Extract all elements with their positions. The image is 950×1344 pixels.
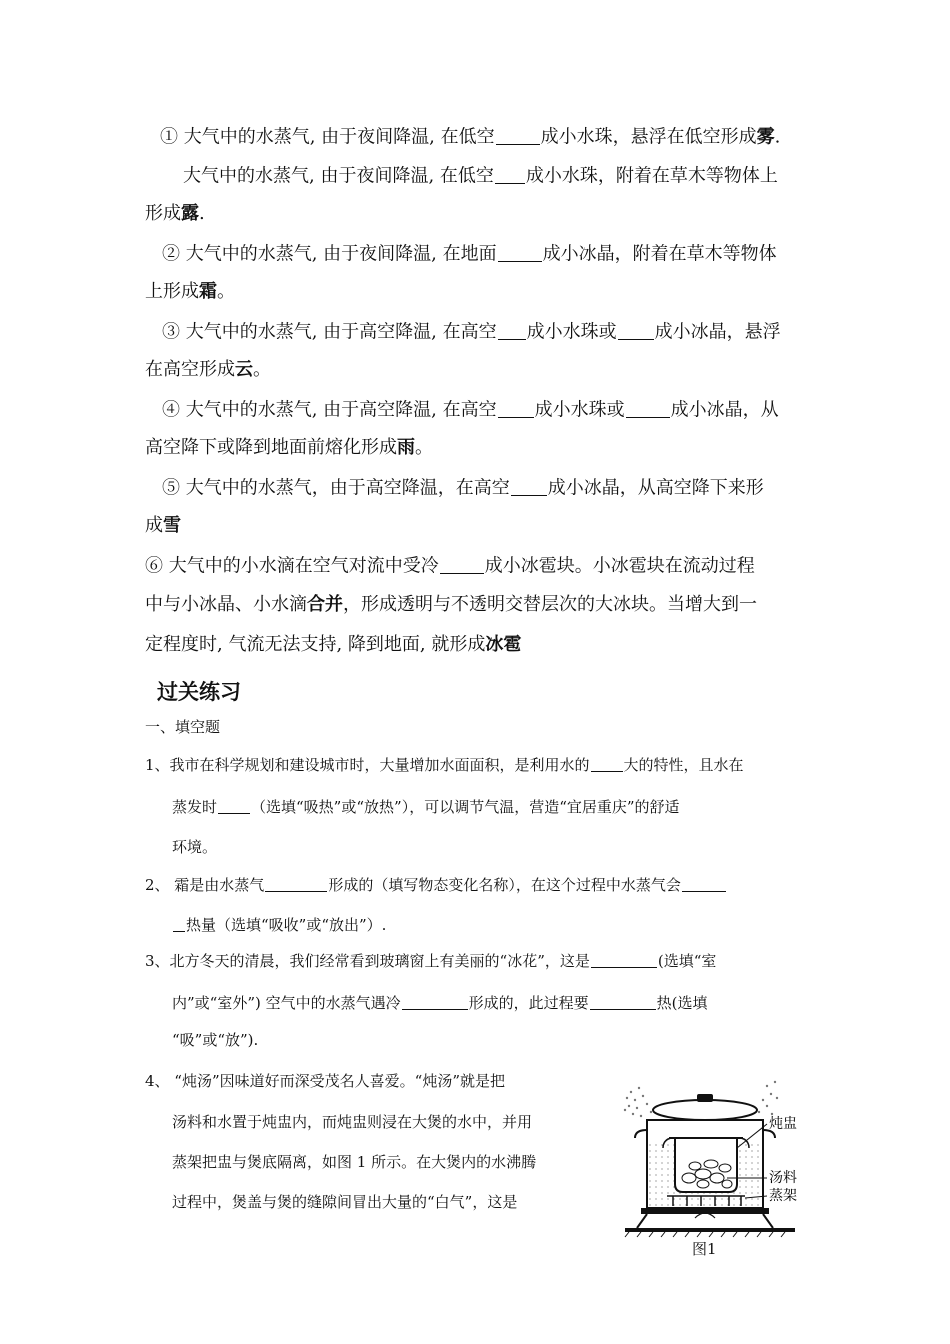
label-ingredients: 汤料 bbox=[769, 1170, 797, 1186]
label-steamer-rack: 蒸架 bbox=[769, 1188, 797, 1204]
line-12: ⑥ 大气中的小水滴在空气对流中受冷 成小冰雹块。小冰雹块在流动过程 bbox=[145, 555, 755, 577]
line-10: ⑤ 大气中的水蒸气，由于高空降温，在高空 成小冰晶，从高空降下来形 bbox=[162, 477, 764, 499]
line-1: ① 大气中的水蒸气, 由于夜间降温, 在低空 成小水珠，悬浮在低空形成雾. bbox=[160, 126, 781, 148]
line-3: 形成露. bbox=[145, 203, 205, 224]
steam-right bbox=[758, 1081, 778, 1115]
line-13: 中与小冰晶、小水滴合并，形成透明与不透明交替层次的大冰块。当增大到一 bbox=[145, 594, 757, 615]
label-stew-pot: 炖盅 bbox=[769, 1116, 797, 1132]
question-1-line-3: 环境。 bbox=[172, 838, 218, 856]
line-2: 大气中的水蒸气, 由于夜间降温, 在低空 成小水珠，附着在草木等物体上 bbox=[183, 165, 778, 187]
line-5: 上形成霜。 bbox=[145, 281, 235, 302]
line-4: ② 大气中的水蒸气, 由于夜间降温, 在地面 成小冰晶，附着在草木等物体 bbox=[162, 243, 777, 265]
stew-pot-figure bbox=[617, 1058, 832, 1238]
question-4-line-2: 汤料和水置于炖盅内，而炖盅则浸在大煲的水中，并用 bbox=[172, 1113, 533, 1131]
line-7: 在高空形成云。 bbox=[145, 359, 271, 380]
question-3-line-1: 3、北方冬天的清晨，我们经常看到玻璃窗上有美丽的“冰花”，这是 (选填“室 bbox=[145, 952, 717, 970]
question-2-line-1: 2、 霜是由水蒸气 形成的（填写物态变化名称），在这个过程中水蒸气会 bbox=[145, 876, 815, 894]
question-1-line-2: 蒸发时 （选填“吸热”或“放热”），可以调节气温，营造“宜居重庆”的舒适 bbox=[172, 798, 680, 816]
question-4-line-3: 蒸架把盅与煲底隔离，如图 1 所示。在大煲内的水沸腾 bbox=[172, 1153, 537, 1171]
steam-left bbox=[624, 1087, 652, 1117]
line-6: ③ 大气中的水蒸气, 由于高空降温, 在高空 成小水珠或 成小冰晶，悬浮 bbox=[162, 321, 781, 343]
question-1-line-1: 1、我市在科学规划和建设城市时，大量增加水面面积，是利用水的 大的特性，且水在 bbox=[145, 756, 744, 774]
line-9: 高空降下或降到地面前熔化形成雨。 bbox=[145, 437, 433, 458]
question-3-line-3: “吸”或“放”). bbox=[172, 1031, 259, 1049]
figure-caption: 图1 bbox=[692, 1240, 717, 1258]
question-3-line-2: 内”或“室外”) 空气中的水蒸气遇冷 形成的，此过程要 热(选填 bbox=[172, 994, 708, 1012]
section-label: 一、填空题 bbox=[145, 718, 221, 736]
question-2-line-2: 热量（选填“吸收”或“放出”）. bbox=[172, 916, 842, 934]
line-14: 定程度时, 气流无法支持, 降到地面, 就形成冰雹 bbox=[145, 634, 522, 655]
question-4-line-4: 过程中，煲盖与煲的缝隙间冒出大量的“白气”，这是 bbox=[172, 1193, 518, 1211]
section-heading: 过关练习 bbox=[157, 680, 241, 704]
question-4-line-1: 4、 “炖汤”因味道好而深受茂名人喜爱。“炖汤”就是把 bbox=[145, 1072, 505, 1090]
line-8: ④ 大气中的水蒸气, 由于高空降温, 在高空 成小水珠或 成小冰晶，从 bbox=[162, 399, 779, 421]
line-11: 成雪 bbox=[145, 515, 181, 536]
